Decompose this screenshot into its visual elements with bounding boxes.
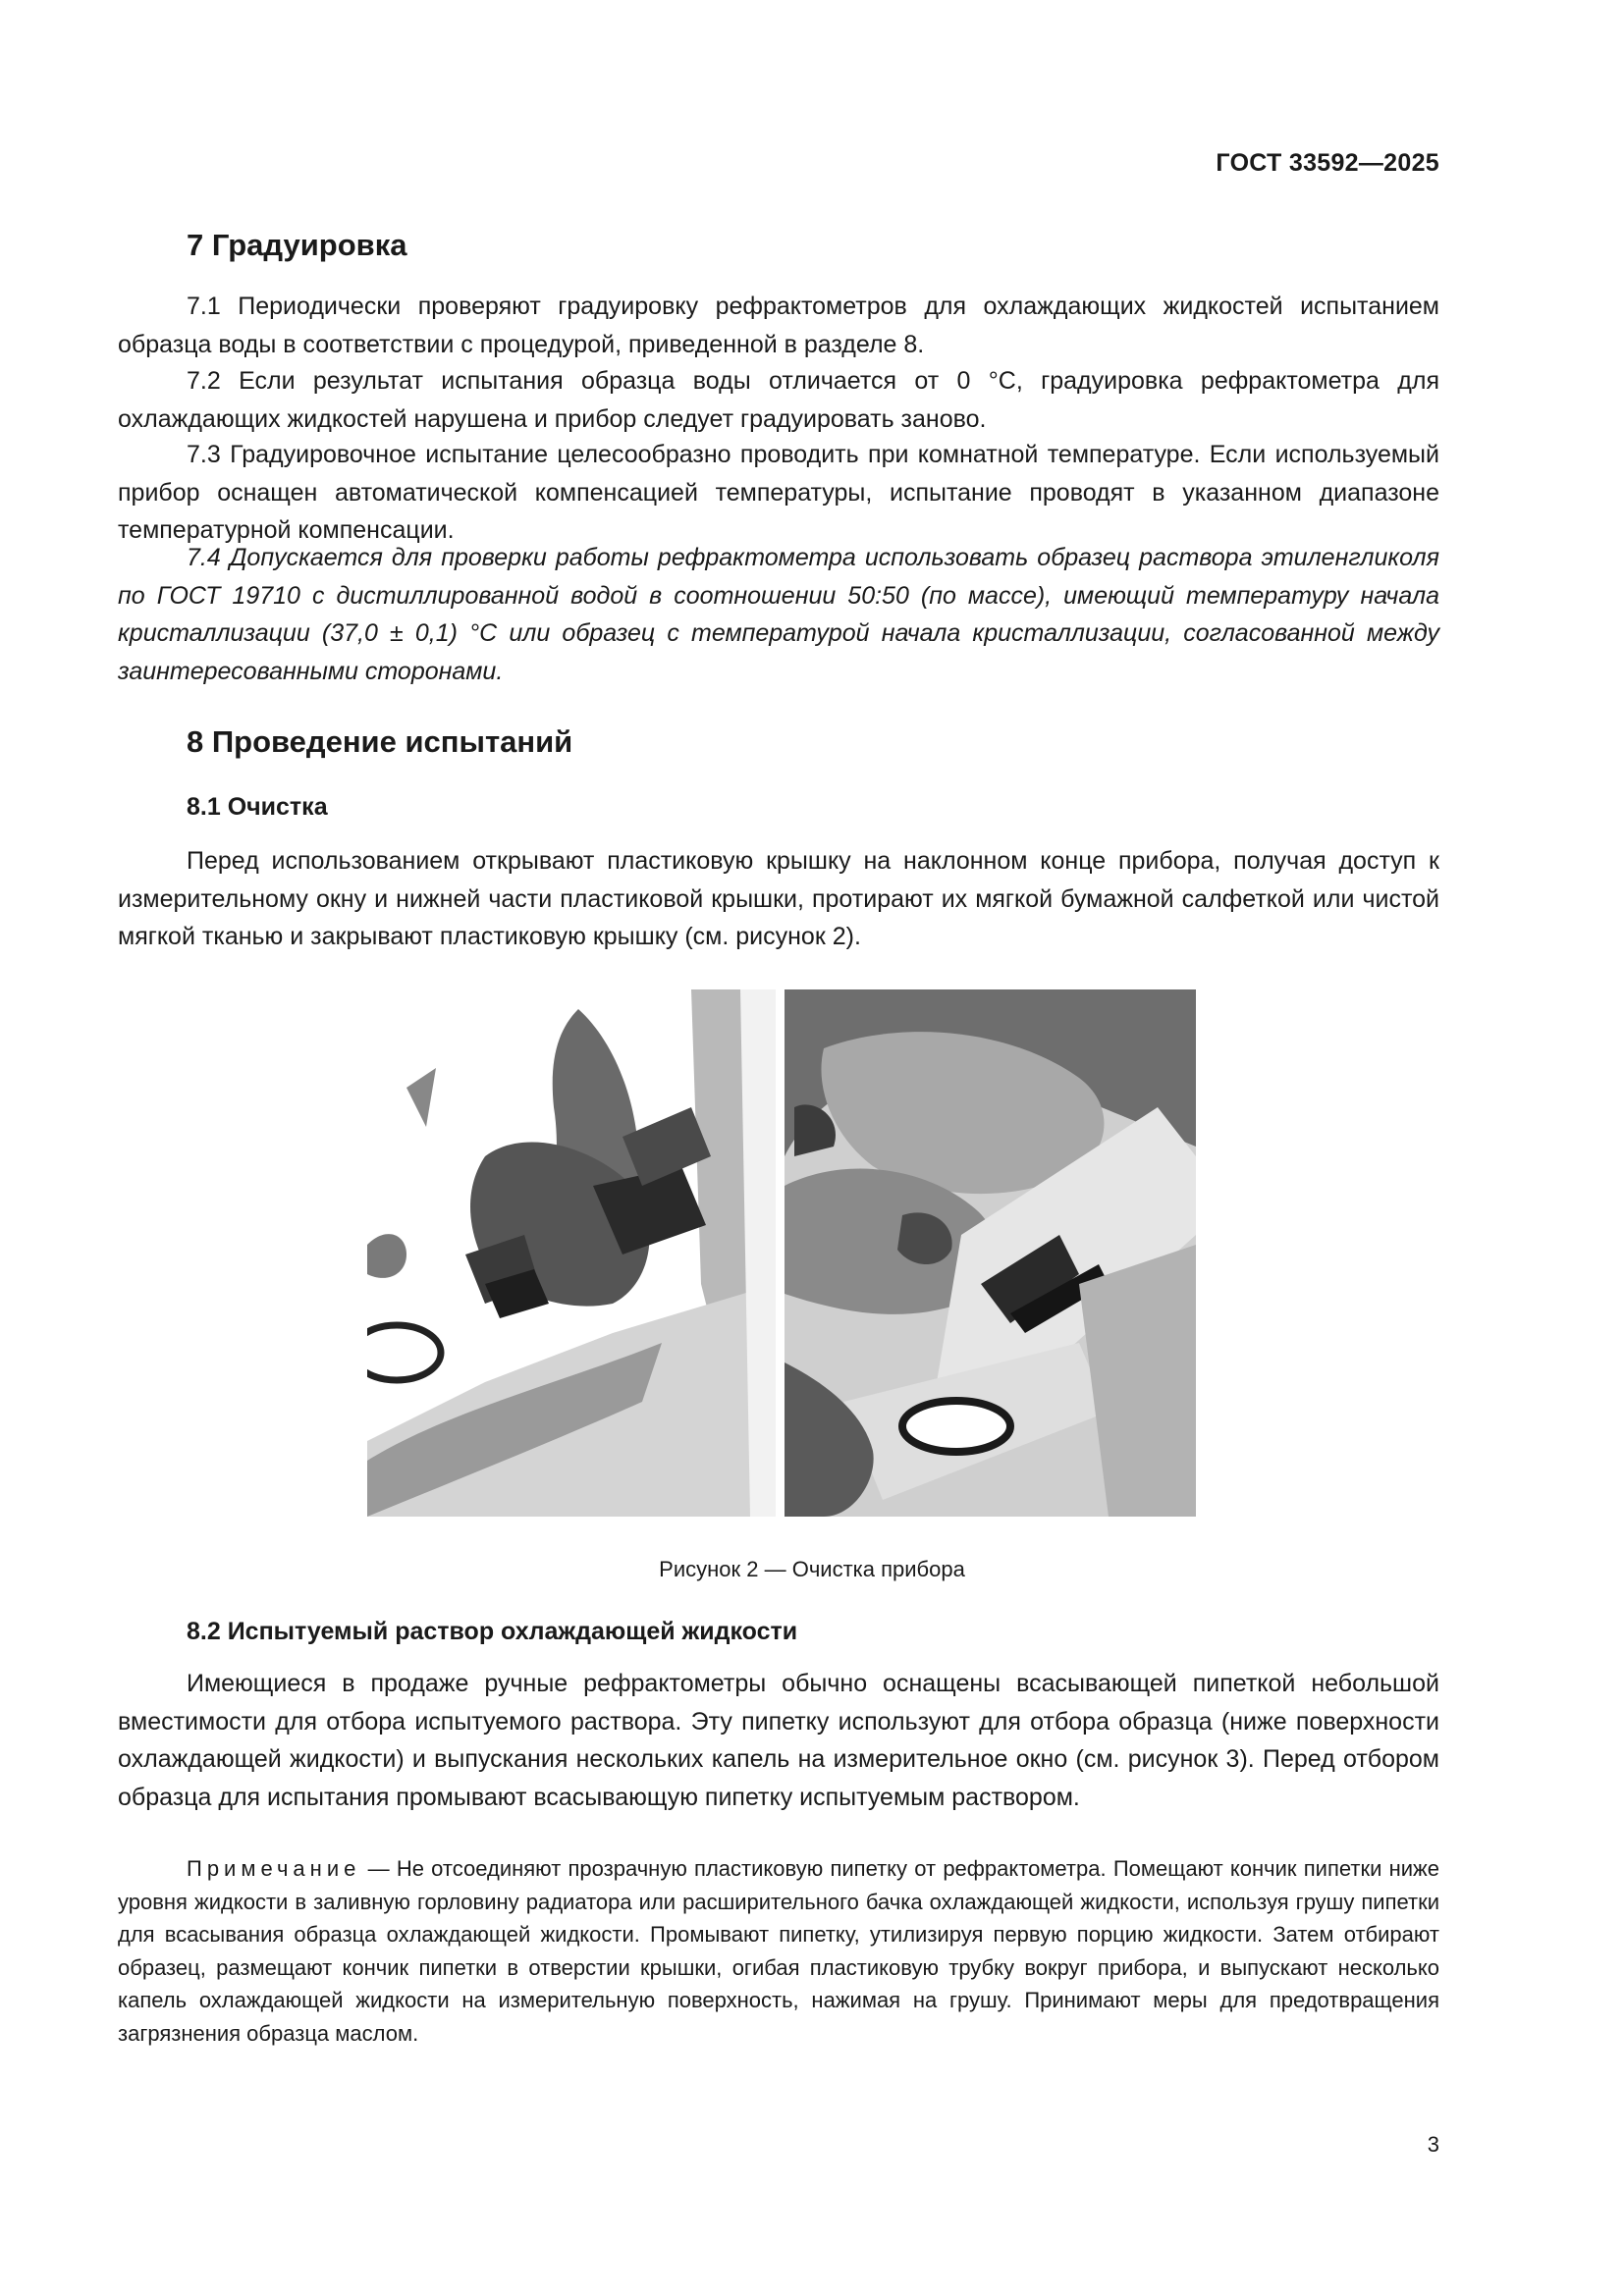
paragraph-7-4: 7.4 Допускается для проверки работы рефрактометра использовать образец раствора этиленгликоля по ГОСТ 19710 с дистиллированной водой в соотношении 50:50 (по массе), имеющий температуру начала кристаллизации (37,0 ± 0,1) °С или образец с температурой начала кристаллизации, согласованной между заинтересованными сторонами. bbox=[118, 544, 1439, 685]
section-8-title: 8 Проведение испытаний bbox=[187, 724, 573, 759]
paragraph-7-1: 7.1 Периодически проверяют градуировку рефрактометров для охлаждающих жидкостей испытанием образца воды в соответствии с процедурой, приведенной в разделе 8. bbox=[118, 293, 1439, 358]
subsection-8-1-title: 8.1 Очистка bbox=[187, 793, 328, 821]
standard-designation: ГОСТ 33592—2025 bbox=[1216, 149, 1439, 177]
page-number: 3 bbox=[1427, 2132, 1439, 2157]
figure-2 bbox=[367, 989, 1196, 1517]
subsection-8-2-title: 8.2 Испытуемый раствор охлаждающей жидкости bbox=[187, 1618, 798, 1645]
paragraph-8-2: Имеющиеся в продаже ручные рефрактометры обычно оснащены всасывающей пипеткой небольшой вместимости для отбора испытуемого раствора. Эту пипетку используют для отбора образца (ниже поверхности охлаждающей жидкости) и выпускания нескольких капель на измерительное окно (см. рисунок 3). Перед отбором образца для испытания промывают всасывающую пипетку испытуемым раствором. bbox=[118, 1670, 1439, 1811]
paragraph-7-3: 7.3 Градуировочное испытание целесообразно проводить при комнатной температуре. Если используемый прибор оснащен автоматической компенсацией температуры, испытание проводят в указанном диапазоне температурной компенсации. bbox=[118, 441, 1439, 544]
section-7-title: 7 Градуировка bbox=[187, 228, 407, 262]
figure-2-caption: Рисунок 2 — Очистка прибора bbox=[659, 1557, 965, 1581]
photo-cleaning-left bbox=[367, 989, 776, 1517]
note-text: — Не отсоединяют прозрачную пластиковую пипетку от рефрактометра. Помещают кончик пипетки ниже уровня жидкости в заливную горловину радиатора или расширительного бачка охлаждающей жидкости, используя грушу пипетки для всасывания образца охлаждающей жидкости. Промывают пипетку, утилизируя первую порцию жидкости. Затем отбирают образец, размещают кончик пипетки в отверстии крышки, огибая пластиковую трубку вокруг прибора, и выпускают несколько капель охлаждающей жидкости на измерительную поверхность, нажимая на грушу. Принимают меры для предотвращения загрязнения образца маслом. bbox=[118, 1856, 1439, 2046]
photo-cleaning-right bbox=[785, 989, 1196, 1517]
note-label: Примечание bbox=[187, 1856, 361, 1881]
paragraph-8-1: Перед использованием открывают пластиковую крышку на наклонном конце прибора, получая доступ к измерительному окну и нижней части пластиковой крышки, протирают их мягкой бумажной салфеткой или чистой мягкой тканью и закрывают пластиковую крышку (см. рисунок 2). bbox=[118, 847, 1439, 950]
note-paragraph bbox=[118, 1852, 1439, 2050]
paragraph-7-2: 7.2 Если результат испытания образца воды отличается от 0 °С, градуировка рефрактометра для охлаждающих жидкостей нарушена и прибор следует градуировать заново. bbox=[118, 367, 1439, 433]
